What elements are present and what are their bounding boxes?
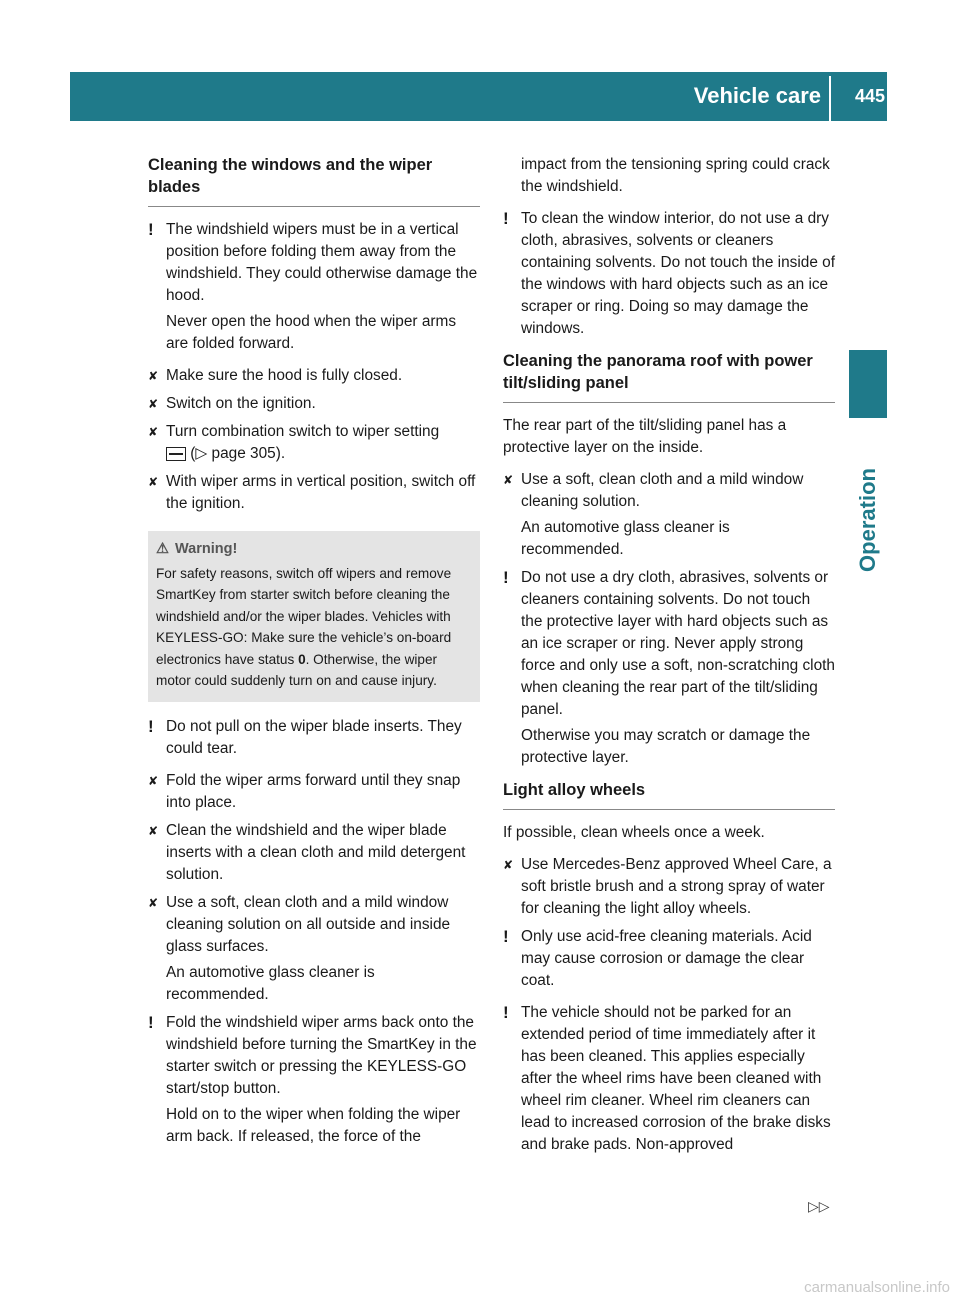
warning-triangle-icon: ⚠ bbox=[156, 541, 169, 557]
step-text: Use a soft, clean cloth and a mild window cleaning solution on all outside and inside glass surfaces. bbox=[166, 893, 451, 955]
warning-title: Warning! bbox=[175, 541, 238, 557]
instruction-step bbox=[503, 469, 835, 561]
step-text: An automotive glass cleaner is recommended. bbox=[521, 519, 730, 558]
side-tab-label: Operation bbox=[855, 468, 880, 572]
side-tab bbox=[849, 430, 887, 610]
watermark: carmanualsonline.info bbox=[804, 1279, 950, 1296]
page-number: 445 bbox=[854, 86, 885, 106]
caution-note bbox=[503, 208, 835, 340]
section-heading-windows: Cleaning the windows and the wiper blades bbox=[148, 154, 480, 207]
left-column bbox=[148, 154, 480, 1158]
warning-text: . Otherwise, the wiper motor could suddenly turn on and cause injury. bbox=[156, 651, 438, 688]
step-arrow-icon: ✘ bbox=[148, 397, 159, 411]
note-text: Do not use a dry cloth, abrasives, solvents or cleaners containing solvents. Do not touch the protective layer with hard objects such as an ice scraper or ring. Never apply strong force and only use a soft, non-scratching cloth when cleaning the rear part of the tilt/sliding panel. bbox=[521, 569, 835, 718]
step-arrow-icon: ✘ bbox=[148, 823, 159, 838]
step-arrow-icon: ✘ bbox=[148, 475, 159, 489]
step-arrow-icon: ✘ bbox=[148, 773, 159, 788]
caution-note bbox=[503, 1002, 835, 1156]
wiper-setting-icon bbox=[166, 447, 186, 461]
paragraph: The rear part of the tilt/sliding panel has a protective layer on the inside. bbox=[503, 417, 787, 456]
caution-note bbox=[148, 219, 480, 355]
note-text: Do not pull on the wiper blade inserts. They could tear. bbox=[166, 717, 462, 757]
step-text: Make sure the hood is fully closed. bbox=[166, 367, 403, 384]
step-arrow-icon: ✘ bbox=[148, 369, 159, 383]
header-divider bbox=[829, 76, 831, 121]
instruction-step bbox=[503, 854, 835, 920]
note-text: Otherwise you may scratch or damage the protective layer. bbox=[521, 727, 811, 766]
warning-box bbox=[148, 531, 480, 702]
step-text: With wiper arms in vertical position, switch off the ignition. bbox=[166, 473, 476, 512]
step-text: Turn combination switch to wiper setting bbox=[166, 423, 440, 440]
note-text: The vehicle should not be parked for an extended period of time immediately after it has been cleaned. This applies especially after the wheel rims have been cleaned with wheel rim cleaner. Wheel rim cleaners can lead to increased corrosion of the brake disks and brake pads. Non-approved bbox=[521, 1004, 831, 1153]
note-text: The windshield wipers must be in a vertical position before folding them away from the windshield. They could otherwise damage the hood. bbox=[166, 221, 478, 304]
page-reference-link[interactable]: (▷ page 305). bbox=[190, 445, 286, 462]
instruction-step bbox=[148, 421, 480, 465]
warning-text: For safety reasons, switch off wipers and remove SmartKey from starter switch before cleaning the windshield and/or the wiper blades. Vehicles with KEYLESS-GO: Make sure the vehicle’s on-board electronics have status bbox=[156, 565, 452, 667]
step-arrow-icon: ✘ bbox=[148, 425, 159, 439]
exclamation-icon: ! bbox=[148, 1012, 154, 1032]
right-column bbox=[503, 154, 835, 1166]
step-text: Clean the windshield and the wiper blade inserts with a clean cloth and mild detergent solution. bbox=[166, 821, 466, 883]
step-text: Use Mercedes-Benz approved Wheel Care, a soft bristle brush and a strong spray of water for cleaning the light alloy wheels. bbox=[521, 856, 832, 917]
exclamation-icon: ! bbox=[148, 220, 154, 239]
caution-note bbox=[503, 926, 835, 992]
continued-text: impact from the tensioning spring could crack the windshield. bbox=[521, 156, 830, 195]
section-heading-panorama-roof: Cleaning the panorama roof with power tilt/sliding panel bbox=[503, 350, 835, 403]
caution-note bbox=[503, 567, 835, 769]
section-heading-wheels: Light alloy wheels bbox=[503, 779, 835, 810]
caution-note bbox=[148, 1012, 480, 1148]
note-text: Hold on to the wiper when folding the wiper arm back. If released, the force of the bbox=[166, 1105, 461, 1145]
exclamation-icon: ! bbox=[503, 568, 509, 587]
step-arrow-icon: ✘ bbox=[503, 473, 514, 487]
step-text: Fold the wiper arms forward until they snap into place. bbox=[166, 771, 461, 811]
instruction-step bbox=[148, 471, 480, 515]
paragraph: If possible, clean wheels once a week. bbox=[503, 824, 765, 841]
note-text: To clean the window interior, do not use a dry cloth, abrasives, solvents or cleaners containing solvents. Do not touch the inside of the windows with hard objects such as an ice scraper or ring. Doing so may damage the windows. bbox=[521, 210, 835, 337]
step-text: An automotive glass cleaner is recommended. bbox=[166, 963, 375, 1003]
instruction-step bbox=[148, 820, 480, 886]
step-arrow-icon: ✘ bbox=[148, 895, 159, 910]
step-text: Switch on the ignition. bbox=[166, 395, 316, 412]
caution-note bbox=[148, 716, 480, 760]
status-value: 0 bbox=[298, 651, 306, 667]
exclamation-icon: ! bbox=[503, 1003, 509, 1022]
note-text: Never open the hood when the wiper arms are folded forward. bbox=[166, 313, 457, 352]
exclamation-icon: ! bbox=[148, 716, 154, 736]
continue-arrow-icon: ▷▷ bbox=[808, 1198, 830, 1214]
section-title: Vehicle care bbox=[693, 83, 821, 108]
note-text: Fold the windshield wiper arms back onto the windshield before turning the SmartKey in the starter switch or pressing the KEYLESS-GO start/stop button. bbox=[166, 1013, 477, 1097]
step-arrow-icon: ✘ bbox=[503, 858, 514, 872]
note-text: Only use acid-free cleaning materials. Acid may cause corrosion or damage the clear coat. bbox=[521, 928, 812, 989]
instruction-step bbox=[148, 393, 480, 415]
side-tab-marker bbox=[849, 350, 887, 418]
instruction-step bbox=[148, 892, 480, 1006]
instruction-step bbox=[148, 770, 480, 814]
header-bar bbox=[70, 72, 887, 121]
exclamation-icon: ! bbox=[503, 927, 509, 946]
step-text: Use a soft, clean cloth and a mild window cleaning solution. bbox=[521, 471, 804, 510]
instruction-step bbox=[148, 365, 480, 387]
exclamation-icon: ! bbox=[503, 209, 509, 228]
